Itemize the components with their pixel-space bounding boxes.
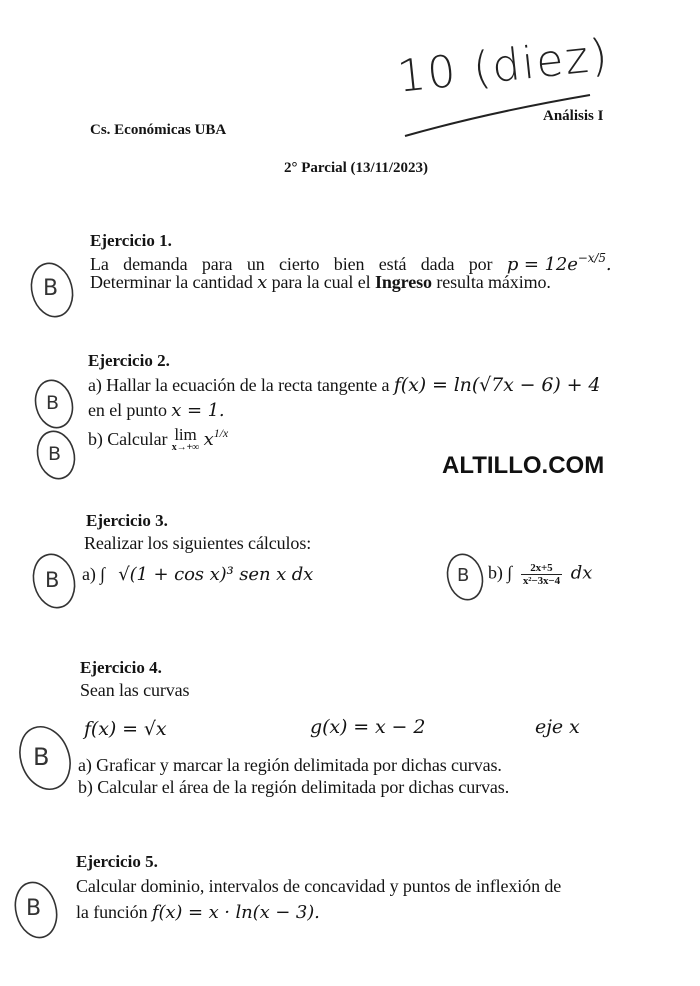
grade-letter-5: B xyxy=(457,565,470,586)
exercise-2-b-text: b) Calcular xyxy=(88,429,168,449)
exercise-1-bold: Ingreso xyxy=(374,272,432,292)
exercise-1-text2b: para la cual el xyxy=(271,272,371,292)
exercise-2-a-text2: en el punto xyxy=(88,400,167,420)
handwritten-grade: 10 (diez) xyxy=(395,29,612,103)
exercise-1-text: La demanda para un cierto bien está dada por xyxy=(90,254,493,274)
exercise-1-text2c: resulta máximo. xyxy=(436,272,551,292)
exercise-1-formula: $p = 12e^{-x/5}$. xyxy=(506,251,612,275)
exercise-3-a-label: a) ∫ xyxy=(82,564,106,584)
exercise-2-a xyxy=(88,374,600,396)
exercise-5-line1: Calcular dominio, intervalos de concavidad y puntos de inflexión de xyxy=(76,876,562,896)
exercise-4-intro: Sean las curvas xyxy=(80,680,190,700)
exercise-4-b: b) Calcular el área de la región delimitada por dichas curvas. xyxy=(78,777,510,797)
exercise-3-a xyxy=(82,564,313,585)
fraction-numerator: 2x+5 xyxy=(521,562,562,575)
grade-letter-2: B xyxy=(46,392,60,414)
limit-operator xyxy=(172,426,199,453)
limit-base: x xyxy=(203,429,214,450)
grade-letter-1: B xyxy=(43,276,59,301)
limit-subscript: x→+∞ xyxy=(171,442,200,453)
exercise-3-intro: Realizar los siguientes cálculos: xyxy=(84,533,312,553)
exercise-5-line2 xyxy=(76,902,320,923)
exercise-3-a-formula: √(1 + cos x)³ sen x dx xyxy=(118,564,314,585)
exercise-1-var: x xyxy=(257,272,268,293)
exam-title: 2° Parcial (13/11/2023) xyxy=(284,160,429,176)
exercise-3-title: Ejercicio 3. xyxy=(86,511,168,530)
exercise-1-line2 xyxy=(90,272,551,293)
exercise-4-title: Ejercicio 4. xyxy=(80,658,162,677)
grade-letter-6: B xyxy=(33,743,50,771)
curve-f: f(x) = √x xyxy=(84,718,167,740)
exercise-2-b xyxy=(88,426,228,453)
exercise-3-b xyxy=(488,562,592,587)
limit-exponent: 1/x xyxy=(213,426,229,440)
subject-label: Análisis I xyxy=(543,108,604,124)
grade-letter-3: B xyxy=(48,443,62,465)
exercise-5-title: Ejercicio 5. xyxy=(76,852,158,871)
grade-letter-7: B xyxy=(26,896,42,921)
curve-axis: eje x xyxy=(535,716,580,738)
exercise-3-b-label: b) ∫ xyxy=(488,562,513,583)
demand-exponent: −x/5 xyxy=(577,251,606,265)
curve-g: g(x) = x − 2 xyxy=(310,716,426,738)
exercise-4-a: a) Graficar y marcar la región delimitada por dichas curvas. xyxy=(78,755,502,775)
exercise-5-text2: la función xyxy=(76,902,148,922)
exercise-2-a-formula: f(x) = ln(√7x − 6) + 4 xyxy=(393,374,601,396)
exercise-2-title: Ejercicio 2. xyxy=(88,351,170,370)
exercise-2-a2 xyxy=(88,400,225,421)
exercise-1-text2a: Determinar la cantidad xyxy=(90,272,253,292)
limit-lim: lim xyxy=(174,425,197,444)
watermark: ALTILLO.COM xyxy=(442,452,605,479)
exercise-2-a-text: a) Hallar la ecuación de la recta tangente a xyxy=(88,375,390,395)
exercise-2-a-point: x = 1. xyxy=(171,400,225,421)
exercise-1-title: Ejercicio 1. xyxy=(90,231,172,250)
exercise-3-b-fraction xyxy=(521,562,562,587)
exercise-3-b-dx: dx xyxy=(570,562,593,584)
institution-label: Cs. Económicas UBA xyxy=(90,122,227,138)
grade-letter-4: B xyxy=(45,568,60,592)
exercise-5-formula: f(x) = x · ln(x − 3). xyxy=(151,902,320,923)
demand-formula: p = 12e xyxy=(506,254,578,275)
fraction-denominator: x²−3x−4 xyxy=(522,575,560,587)
